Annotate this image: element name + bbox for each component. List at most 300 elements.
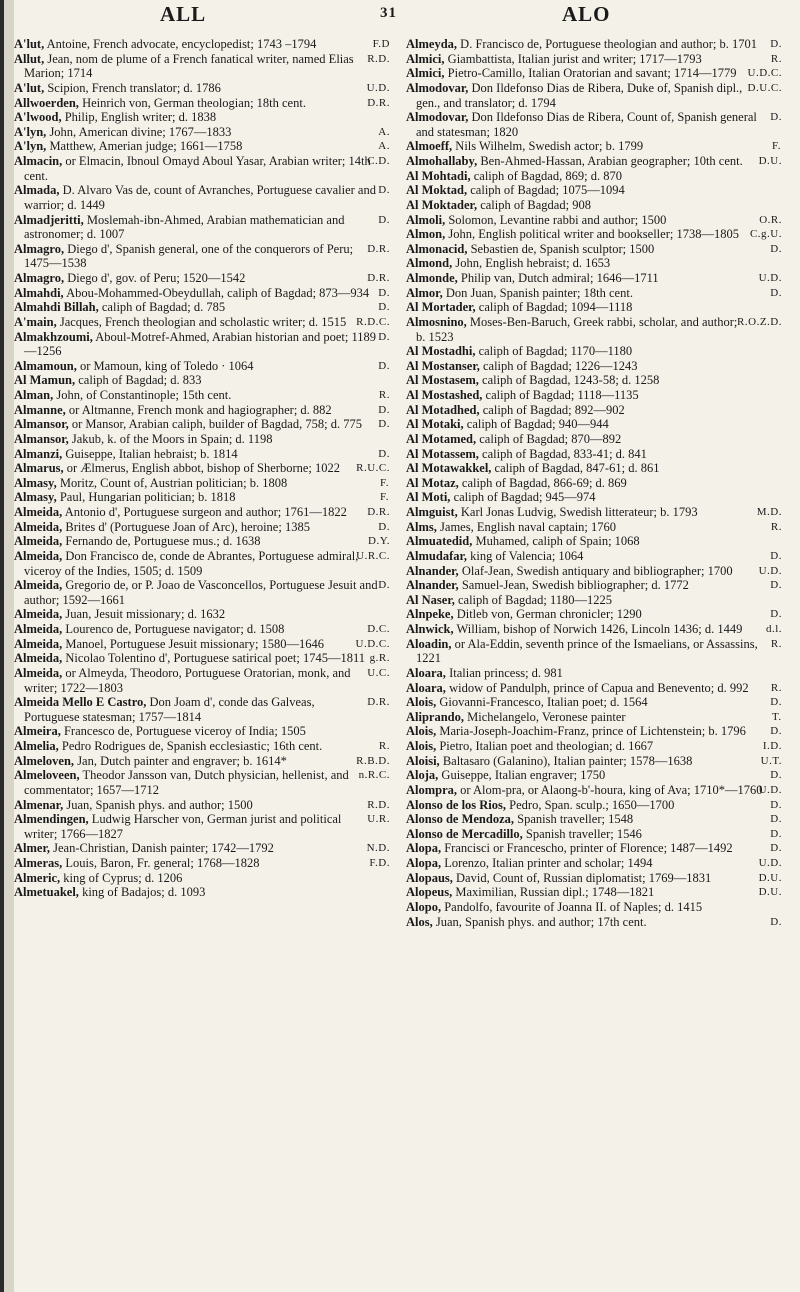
source-abbrev: R.O.Z.D. [737, 315, 782, 328]
entry-headword: A'lyn, [14, 124, 47, 139]
dictionary-entry [406, 871, 782, 886]
entry-headword: Almamoun, [14, 358, 77, 373]
entry-text: Nicolao Tolentino d', Portuguese satirical poet; 1745—1811 [62, 651, 365, 666]
entry-headword: Almudafar, [406, 548, 468, 563]
source-abbrev: D. [378, 286, 390, 299]
source-abbrev: D.R. [367, 696, 390, 709]
entry-text: caliph of Bagdad; 908 [477, 197, 591, 212]
dictionary-entry [14, 885, 390, 900]
entry-headword: Al Mostadhi, [406, 344, 476, 359]
dictionary-entry [406, 812, 782, 827]
entry-text: or Ala-Eddin, seventh prince of the Ismaelians, or Assassins, 1221 [416, 636, 758, 666]
source-abbrev: D. [770, 725, 782, 738]
dictionary-entry [406, 505, 782, 520]
entry-headword: Almuatedid, [406, 534, 473, 549]
source-abbrev: R.D. [367, 798, 390, 811]
dictionary-entry [406, 549, 782, 564]
dictionary-entry [406, 242, 782, 257]
entry-headword: Alopo, [406, 899, 442, 914]
entry-text: Giambattista, Italian jurist and writer; 1717—1793 [444, 51, 702, 66]
entry-text: Don Francisco de, conde de Abrantes, Portuguese admiral, viceroy of the Indies, 1505; d. 1509 [24, 548, 359, 578]
entry-text: Jakub, k. of the Moors in Spain; d. 1198 [68, 431, 273, 446]
dictionary-entry [406, 578, 782, 593]
entry-headword: Almeloveen, [14, 768, 80, 783]
entry-text: Abou-Mohammed-Obeydullah, caliph of Bagdad; 873—934 [63, 285, 370, 300]
dictionary-entry [14, 154, 390, 183]
dictionary-entry [14, 81, 390, 96]
source-abbrev: D. [770, 111, 782, 124]
source-abbrev: U.D.C. [747, 67, 782, 80]
dictionary-entry [14, 96, 390, 111]
entry-headword: Almeida Mello E Castro, [14, 695, 147, 710]
entry-headword: Almoli, [406, 212, 446, 227]
source-abbrev: D. [770, 915, 782, 928]
entry-text: Antonio d', Portuguese surgeon and author; 1761—1822 [62, 505, 347, 519]
entry-text: Guiseppe, Italian hebraist; b. 1814 [62, 446, 238, 461]
dictionary-entry [14, 461, 390, 476]
entry-headword: Almor, [406, 285, 443, 300]
source-abbrev: D.Y. [368, 535, 390, 548]
entry-headword: Al Moktad, [406, 183, 468, 198]
source-abbrev: F. [772, 140, 781, 153]
entry-headword: Alopa, [406, 841, 442, 856]
entry-text: Spanish traveller; 1546 [522, 826, 642, 841]
dictionary-entry [406, 710, 782, 725]
entry-headword: Alonso de Mercadillo, [406, 826, 523, 841]
dictionary-entry [406, 315, 782, 344]
entry-headword: Alois, [406, 739, 437, 753]
dictionary-entry [406, 856, 782, 871]
entry-text: John, English political writer and bookseller; 1738—1805 [445, 227, 739, 242]
entry-text: caliph of Bagdad, 866-69; d. 869 [458, 475, 627, 490]
source-abbrev: D. [770, 549, 782, 562]
entry-text: caliph of Bagdad; d. 785 [98, 300, 226, 315]
entry-text: or Elmacin, Ibnoul Omayd Aboul Yasar, Arabian writer; 14th cent. [24, 154, 371, 183]
entry-text: caliph of Bagdad; 892—902 [479, 402, 625, 417]
dictionary-entry [406, 169, 782, 184]
dictionary-entry [406, 139, 782, 154]
entry-headword: Almelia, [14, 739, 59, 753]
entry-text: Guiseppe, Italian engraver; 1750 [438, 768, 606, 783]
dictionary-entry [406, 666, 782, 681]
source-abbrev: N.D. [366, 842, 390, 855]
entry-headword: Almeric, [14, 870, 61, 885]
entry-text: Don Juan, Spanish painter; 18th cent. [442, 285, 633, 300]
source-abbrev: U.D. [758, 272, 782, 284]
dictionary-entry [406, 461, 782, 476]
entry-text: Pedro Rodrigues de, Spanish ecclesiastic; 16th cent. [58, 739, 323, 753]
dictionary-entry [406, 622, 782, 637]
entry-headword: Aloara, [406, 665, 446, 680]
entry-text: Francesco de, Portuguese viceroy of India; 1505 [60, 724, 306, 739]
entry-headword: Almoeff, [406, 139, 453, 154]
dictionary-entry [14, 125, 390, 140]
entry-text: Olaf-Jean, Swedish antiquary and bibliographer; 1700 [458, 563, 733, 578]
entry-headword: Almeida, [14, 665, 63, 680]
entry-text: James, English naval captain; 1760 [436, 519, 617, 534]
dictionary-entry [14, 871, 390, 886]
entry-headword: Al Motassem, [406, 446, 479, 461]
source-abbrev: D. [378, 359, 390, 372]
source-abbrev: D. [770, 286, 782, 299]
source-abbrev: F. [380, 491, 389, 504]
dictionary-entry [14, 139, 390, 154]
entry-headword: Alonso de Mendoza, [406, 812, 514, 827]
dictionary-entry [406, 37, 782, 52]
entry-text: Nils Wilhelm, Swedish actor; b. 1799 [452, 139, 644, 154]
source-abbrev: R. [378, 740, 390, 752]
entry-text: caliph of Bagdad; 1226—1243 [479, 358, 638, 373]
dictionary-entry [406, 256, 782, 271]
dictionary-entry [14, 856, 390, 871]
page-number: 31 [380, 5, 397, 21]
entry-headword: Aliprando, [406, 709, 465, 724]
dictionary-entry [14, 447, 390, 462]
dictionary-entry [406, 476, 782, 491]
entry-text: Jacques, French theologian and scholastic writer; d. 1515 [56, 314, 347, 329]
source-abbrev: D.U. [758, 155, 782, 167]
dictionary-entry [406, 447, 782, 462]
dictionary-entry [406, 81, 782, 110]
entry-text: Jean-Christian, Danish painter; 1742—1792 [50, 841, 274, 856]
source-abbrev: R. [770, 681, 782, 694]
entry-text: Moritz, Count of, Austrian politician; b. 1808 [56, 475, 288, 490]
source-abbrev: A. [378, 125, 390, 138]
entry-headword: A'main, [14, 314, 57, 329]
dictionary-entry [14, 695, 390, 724]
entry-headword: Al Mamun, [14, 373, 76, 388]
source-abbrev: D. [770, 827, 782, 840]
dictionary-entry [14, 432, 390, 447]
dictionary-entry [14, 315, 390, 330]
entry-headword: Al Moti, [406, 490, 451, 505]
entry-headword: Allwoerden, [14, 95, 79, 110]
entry-text: Juan, Spanish phys. and author; 17th cent. [432, 914, 647, 929]
dictionary-entry [406, 607, 782, 622]
entry-text: caliph of Bagdad; 1118—1135 [482, 388, 639, 402]
source-abbrev: O.R. [759, 213, 782, 226]
dictionary-entry [14, 841, 390, 856]
entry-text: Giovanni-Francesco, Italian poet; d. 1564 [436, 695, 648, 710]
right-column [406, 37, 782, 929]
source-abbrev: D.C. [367, 623, 390, 635]
source-abbrev: D. [770, 813, 782, 826]
entry-headword: Almanne, [14, 402, 66, 417]
entry-headword: Alnander, [406, 578, 459, 593]
dictionary-entry [406, 754, 782, 769]
source-abbrev: D. [378, 330, 390, 343]
entry-text: Louis, Baron, Fr. general; 1768—1828 [62, 856, 260, 870]
source-abbrev: R.D. [367, 52, 390, 65]
entry-headword: A'lyn, [14, 139, 47, 154]
dictionary-entry [406, 227, 782, 242]
entry-text: caliph of Bagdad; 945—974 [450, 490, 596, 505]
entry-text: Don Ildefonso Dias de Ribera, Count of, Spanish general and statesman; 1820 [416, 110, 757, 139]
dictionary-entry [14, 373, 390, 388]
entry-text: widow of Pandulph, prince of Capua and Benevento; d. 992 [445, 680, 749, 695]
entry-text: Moslemah-ibn-Ahmed, Arabian mathematician and astronomer; d. 1007 [24, 212, 345, 242]
entry-text: Diego d', gov. of Peru; 1520—1542 [64, 271, 246, 285]
dictionary-entry [406, 110, 782, 139]
entry-headword: Aloja, [406, 768, 439, 783]
source-abbrev: U.D.C. [355, 637, 390, 650]
entry-text: or Almeyda, Theodoro, Portuguese Oratorian, monk, and writer; 1722—1803 [24, 665, 351, 695]
entry-headword: Almanzi, [14, 446, 63, 461]
running-head-right: ALO [562, 2, 611, 26]
source-abbrev: D. [770, 579, 782, 592]
entry-headword: Almeida, [14, 636, 63, 651]
entry-headword: Almeida, [14, 622, 63, 636]
source-abbrev: C.D. [367, 155, 390, 167]
dictionary-entry [406, 432, 782, 447]
entry-text: Karl Jonas Ludvig, Swedish litterateur; b. 1793 [457, 505, 698, 519]
dictionary-entry [14, 534, 390, 549]
dictionary-entry [14, 768, 390, 797]
entry-headword: Almohallaby, [406, 154, 478, 168]
dictionary-entry [14, 213, 390, 242]
entry-headword: Almacin, [14, 154, 63, 168]
dictionary-entry [14, 286, 390, 301]
source-abbrev: D.R. [367, 242, 390, 255]
entry-text: John, English hebraist; d. 1653 [452, 256, 611, 271]
entry-text: Moses-Ben-Baruch, Greek rabbi, scholar, and author; b. 1523 [416, 314, 738, 344]
source-abbrev: R. [378, 389, 390, 401]
entry-headword: Almahdi, [14, 285, 64, 300]
entry-headword: Almeida, [14, 578, 63, 593]
dictionary-entry [406, 359, 782, 374]
dictionary-entry [14, 403, 390, 418]
dictionary-entry [14, 110, 390, 125]
dictionary-entry [14, 271, 390, 286]
dictionary-entry [406, 739, 782, 754]
source-abbrev: D. [378, 213, 390, 226]
entry-headword: Alos, [406, 914, 433, 929]
entry-headword: Al Motadhed, [406, 402, 480, 417]
entry-text: Matthew, Amerian judge; 1661—1758 [46, 139, 243, 154]
entry-headword: Almon, [406, 227, 446, 242]
entry-text: Maria-Joseph-Joachim-Franz, prince of Lichtenstein; b. 1796 [436, 724, 746, 739]
dictionary-entry [14, 637, 390, 652]
dictionary-entry [406, 681, 782, 696]
source-abbrev: R.D.C. [356, 315, 390, 328]
source-abbrev: U.D. [758, 783, 782, 796]
source-abbrev: U.D. [366, 81, 390, 94]
entry-text: caliph of Bagdad; 1170—1180 [475, 344, 633, 359]
entry-text: caliph of Bagdad, 833-41; d. 841 [478, 446, 647, 461]
entry-headword: Almici, [406, 51, 445, 66]
entry-text: Ben-Ahmed-Hassan, Arabian geographer; 10th cent. [477, 154, 743, 168]
source-abbrev: U.D. [758, 564, 782, 577]
entry-headword: Alms, [406, 519, 437, 534]
source-abbrev: g.R. [369, 652, 390, 665]
source-abbrev: D.U.C. [747, 81, 782, 94]
dictionary-entry [14, 388, 390, 403]
dictionary-entry [406, 183, 782, 198]
entry-headword: Al Mostanser, [406, 358, 480, 373]
entry-text: Pedro, Span. sculp.; 1650—1700 [506, 797, 675, 812]
entry-headword: Almahdi Billah, [14, 300, 99, 315]
source-abbrev: U.D. [758, 857, 782, 869]
dictionary-entry [406, 724, 782, 739]
entry-headword: Al Motawakkel, [406, 461, 492, 476]
source-abbrev: M.D. [756, 506, 782, 518]
entry-text: Diego d', Spanish general, one of the conquerors of Peru; 1475—1538 [24, 241, 354, 271]
dictionary-entry [406, 66, 782, 81]
entry-headword: Almasy, [14, 475, 57, 490]
source-abbrev: D. [770, 842, 782, 855]
source-abbrev: D. [770, 38, 782, 50]
entry-text: caliph of Bagdad, 869; d. 870 [470, 168, 622, 183]
entry-text: Pietro, Italian poet and theologian; d. 1667 [436, 739, 654, 753]
source-abbrev: U.C. [367, 666, 390, 679]
entry-text: Sebastien de, Spanish sculptor; 1500 [467, 241, 655, 256]
dictionary-entry [406, 286, 782, 301]
entry-headword: Almeira, [14, 724, 61, 739]
entry-headword: Almguist, [406, 505, 458, 519]
entry-text: Philip van, Dutch admiral; 1646—1711 [457, 271, 659, 285]
entry-text: Don Ildefonso Dias de Ribera, Duke of, Spanish dipl., gen., and translator; d. 1794 [416, 80, 743, 110]
entry-headword: Almodovar, [406, 80, 469, 95]
dictionary-entry [14, 622, 390, 637]
entry-headword: Allut, [14, 51, 45, 66]
entry-text: Pandolfo, favourite of Joanna II. of Naples; d. 1415 [441, 899, 703, 914]
source-abbrev: D. [378, 520, 390, 533]
entry-headword: Alonso de los Rios, [406, 797, 507, 812]
entry-text: Francisci or Francescho, printer of Florence; 1487—1492 [441, 841, 733, 856]
entry-text: Antoine, French advocate, encyclopedist; 1743 –1794 [44, 37, 317, 51]
dictionary-entry [14, 754, 390, 769]
entry-text: Samuel-Jean, Swedish bibliographer; d. 1772 [458, 578, 689, 593]
dictionary-entry [14, 37, 390, 52]
entry-text: caliph of Bagdad, 1243-58; d. 1258 [478, 373, 660, 388]
entry-text: caliph of Bagdad; 1075—1094 [467, 183, 625, 198]
dictionary-entry [406, 593, 782, 608]
entry-headword: Almeloven, [14, 753, 75, 768]
entry-headword: Almeida, [14, 519, 63, 534]
dictionary-entry [406, 213, 782, 228]
dictionary-entry [406, 417, 782, 432]
entry-text: Brites d' (Portuguese Joan of Arc), heroine; 1385 [62, 519, 310, 534]
entry-text: Paul, Hungarian politician; b. 1818 [56, 490, 236, 505]
source-abbrev: D.U. [758, 871, 782, 884]
source-abbrev: D. [378, 418, 390, 431]
source-abbrev: F.D [372, 38, 390, 50]
entry-text: caliph of Bagdad; 1094—1118 [475, 300, 633, 315]
source-abbrev: A. [378, 140, 390, 153]
dictionary-entry [406, 915, 782, 930]
source-abbrev: R. [770, 520, 782, 533]
entry-headword: Almansor, [14, 431, 69, 446]
entry-headword: Al Mostasem, [406, 373, 479, 388]
entry-text: Fernando de, Portuguese mus.; d. 1638 [62, 534, 261, 549]
source-abbrev: R. [770, 52, 782, 65]
dictionary-entry [406, 344, 782, 359]
entry-text: or Altmanne, French monk and hagiographer; d. 882 [65, 402, 332, 417]
entry-headword: Al Naser, [406, 592, 455, 607]
entry-text: king of Valencia; 1064 [467, 548, 584, 563]
source-abbrev: D. [770, 769, 782, 782]
dictionary-entry [406, 827, 782, 842]
dictionary-entry [14, 724, 390, 739]
entry-text: Juan, Spanish phys. and author; 1500 [63, 797, 253, 812]
entry-headword: Alois, [406, 695, 437, 710]
dictionary-entry [14, 739, 390, 754]
source-abbrev: U.R. [367, 813, 390, 826]
source-abbrev: d.l. [765, 623, 782, 635]
entry-text: caliph of Bagdad; 870—892 [476, 431, 622, 446]
dictionary-entry [406, 520, 782, 535]
entry-text: Ludwig Harscher von, German jurist and political writer; 1766—1827 [24, 812, 342, 841]
dictionary-entry [406, 300, 782, 315]
dictionary-entry [406, 52, 782, 67]
dictionary-entry [406, 373, 782, 388]
entry-text: Solomon, Levantine rabbi and author; 1500 [445, 212, 667, 227]
entry-headword: Aloadin, [406, 636, 452, 651]
source-abbrev: D. [378, 447, 390, 460]
entry-headword: Almeida, [14, 505, 63, 519]
entry-headword: Almonde, [406, 271, 458, 285]
entry-text: caliph of Bagdad, 847-61; d. 861 [491, 461, 660, 476]
entry-headword: Alopeus, [406, 885, 453, 900]
dictionary-entry [14, 651, 390, 666]
source-abbrev: D.R. [367, 96, 390, 109]
entry-headword: Almeida, [14, 651, 63, 666]
entry-text: Philip, English writer; d. 1838 [61, 110, 217, 125]
entry-text: Michelangelo, Veronese painter [464, 709, 626, 724]
entry-headword: Almarus, [14, 461, 64, 476]
entry-text: Jan, Dutch painter and engraver; b. 1614* [74, 753, 287, 768]
entry-text: Don Joam d', conde das Galveas, Portuguese statesman; 1757—1814 [24, 695, 315, 724]
entry-text: Scipion, French translator; d. 1786 [44, 80, 221, 95]
entry-headword: Alopa, [406, 856, 442, 870]
entry-text: D. Francisco de, Portuguese theologian and author; b. 1701 [457, 37, 757, 51]
entry-headword: Almeida, [14, 548, 63, 563]
dictionary-entry [406, 695, 782, 710]
entry-text: caliph of Bagdad; 940—944 [463, 417, 609, 432]
dictionary-entry [406, 637, 782, 666]
source-abbrev: D.R. [367, 506, 390, 518]
source-abbrev: F.D. [369, 857, 390, 869]
entry-headword: A'lwood, [14, 110, 62, 125]
dictionary-entry [14, 359, 390, 374]
entry-headword: Almada, [14, 183, 60, 198]
left-column [14, 37, 390, 900]
source-abbrev: U.T. [760, 754, 782, 767]
entry-headword: A'lut, [14, 37, 45, 51]
dictionary-entry [406, 900, 782, 915]
source-abbrev: D.U. [758, 886, 782, 899]
entry-headword: Almeida, [14, 534, 63, 549]
source-abbrev: D. [770, 242, 782, 255]
dictionary-entry [406, 534, 782, 549]
dictionary-entry [14, 417, 390, 432]
dictionary-entry [14, 549, 390, 578]
entry-headword: A'lut, [14, 80, 45, 95]
entry-text: king of Cyprus; d. 1206 [60, 870, 183, 885]
entry-text: David, Count of, Russian diplomatist; 1769—1831 [452, 870, 712, 885]
entry-text: William, bishop of Norwich 1426, Lincoln 1436; d. 1449 [453, 622, 743, 636]
entry-headword: Almenar, [14, 797, 64, 812]
entry-text: king of Badajos; d. 1093 [78, 885, 206, 900]
entry-text: Gregorio de, or P. Joao de Vasconcellos, Portuguese Jesuit and author; 1592—1661 [24, 578, 378, 607]
source-abbrev: D. [378, 579, 390, 592]
source-abbrev: n.R.C. [358, 769, 390, 782]
source-abbrev: F. [380, 476, 389, 489]
entry-headword: Almer, [14, 841, 50, 856]
entry-text: Lourenco de, Portuguese navigator; d. 1508 [62, 622, 285, 636]
dictionary-entry [14, 476, 390, 491]
entry-headword: Alnpeke, [406, 607, 454, 622]
